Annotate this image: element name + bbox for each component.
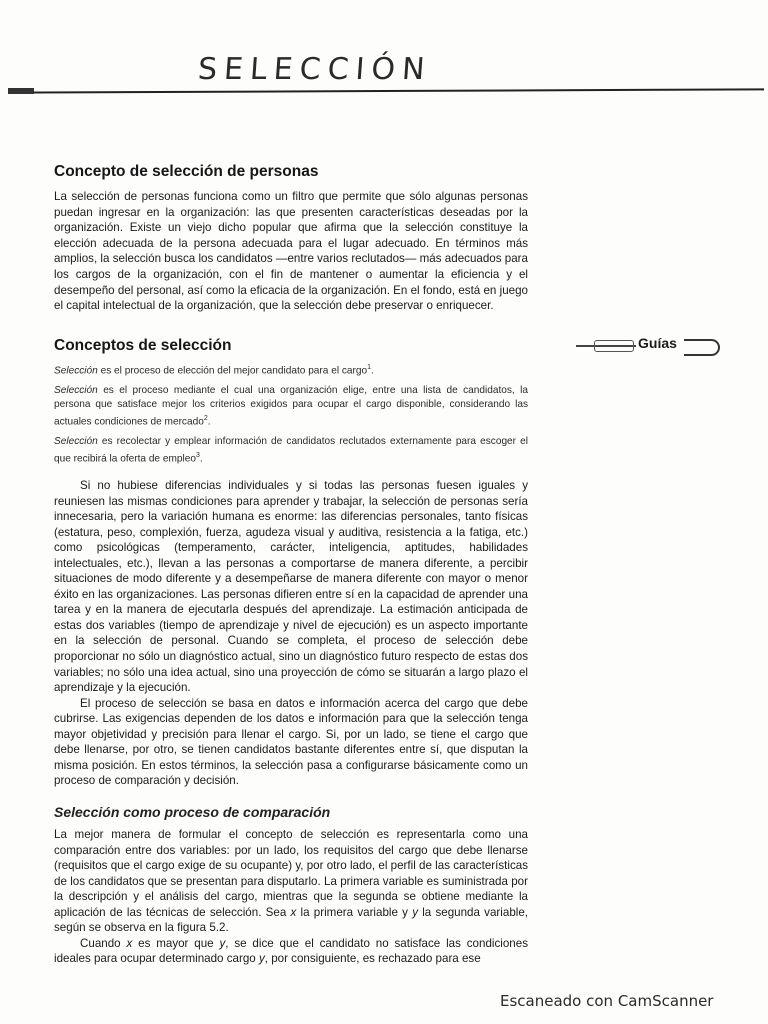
comparison-text: la segunda variable, según se observa en la figura 5.2. (54, 905, 529, 935)
variable-x: x (126, 936, 133, 950)
definition-text: es el proceso mediante el cual una organización elige, entre una lista de candidatos, la persona que satisface mejor los criterios exigidos para ocupar el cargo disponible, considerando las actuales condiciones de mercado (54, 384, 528, 428)
definition-item (54, 435, 528, 467)
definition-end: . (371, 365, 374, 377)
concepts-body (54, 478, 528, 789)
comparison-text: , por consiguiente, es rechazado para ese (264, 952, 481, 966)
concept-paragraph-block (54, 189, 528, 314)
comparison-text: , se dice que el candidato no satisface las condiciones ideales para ocupar determinado cargo (54, 936, 528, 966)
definitions-list (54, 361, 528, 471)
guias-label: Guías (638, 335, 677, 351)
handwritten-underline (8, 88, 764, 93)
comparison-text: la primera variable y (296, 905, 413, 919)
handwritten-title: SELECCIÓN (196, 52, 433, 87)
definition-term: Selección (54, 365, 98, 377)
footnote-mark: 2 (203, 414, 208, 422)
footnote-mark: 1 (367, 364, 372, 371)
definition-text: es el proceso de elección del mejor candidato para el cargo (97, 365, 368, 377)
definition-term: Selección (54, 384, 98, 396)
definition-text: es recolectar y emplear información de candidatos reclutados externamente para escoger el que recibirá la oferta de empleo (54, 435, 528, 465)
body-paragraph: El proceso de selección se basa en datos e información acerca del cargo que debe cubrirse. Las exigencias dependen de los datos e información para que la selección tenga mayor objetividad y precisión para llenar el cargo. Si, por un lado, se tiene el cargo que debe llenarse, por otro, se tienen candidatos bastante diferentes entre sí, que disputan la misma posición. En estos términos, la selección pasa a configurarse básicamente como un proceso de comparación y decisión. (54, 696, 528, 788)
body-paragraph: Si no hubiese diferencias individuales y si todas las personas fuesen iguales y reuniesen las mismas condiciones para aprender y trabajar, la selección de personas sería innecesaria, pero la variación humana es enorme: las diferencias personales, tanto físicas (estatura, peso, complexión, fuerza, agudeza visual y auditiva, resistencia a la fatiga, etc.) como psicológicas (temperamento, carácter, inteligencia, aptitudes, habilidades intelectuales, etc.), llevan a las personas a comportarse de manera diferente, a percibir situaciones de modo diferente y a desempeñarse de manera diferente con mayor o menor éxito en las organizaciones. Las personas difieren entre sí en la capacidad de aprender una tarea y en la manera de ejecutarla después del aprendizaje. La estimación anticipada de estas dos variables (tiempo de aprendizaje y nivel de ejecución) es un aspecto importante en la selección de personal. Cuando se completa, el proceso de selección debe proporcionar no sólo un diagnóstico actual, sino un diagnóstico futuro respecto de estas dos variables; no sólo una idea actual, sino una proyección de cómo se situarán a largo plazo el aprendizaje y la ejecución. (54, 479, 528, 695)
section-heading-comparison: Selección como proceso de comparación (54, 804, 331, 820)
comparison-text: es mayor que (132, 936, 220, 950)
guias-sidebar-tag (576, 335, 722, 357)
comparison-paragraph-2 (54, 936, 528, 967)
comparison-body (54, 827, 528, 967)
variable-x: x (290, 905, 297, 919)
scan-mark (8, 88, 34, 94)
variable-y: y (412, 905, 418, 919)
concept-paragraph: La selección de personas funciona como un filtro que permite que sólo algunas personas puedan ingresar en la organización: las que presenten características deseadas por la organización. Existe un viejo dicho popular que afirma que la selección constituye la elección adecuada de la persona adecuada para el lugar adecuado. En términos más amplios, la selección busca los candidatos —entre varios reclutados— más adecuados para los cargos de la organización, con el fin de mantener o aumentar la eficiencia y el desempeño del personal, así como la eficacia de la organización. En el fondo, está en juego el capital intelectual de la organización, que la selección debe preservar o enriquecer. (54, 190, 528, 313)
section-heading-concept: Concepto de selección de personas (54, 163, 319, 180)
scanner-watermark: Escaneado con CamScanner (500, 992, 714, 1010)
variable-y: y (219, 936, 226, 950)
definition-end: . (199, 453, 203, 465)
comparison-text: Cuando (80, 936, 127, 950)
variable-y: y (258, 952, 265, 966)
comparison-text: La mejor manera de formular el concepto de selección es representarla como una comparación entre dos variables: por un lado, los requisitos del cargo que debe llenarse (requisitos que el cargo exige de su ocupante) y, por otro lado, el perfil de las características de los candidatos que se presentan para disputarlo. La primera variable es suministrada por la descripción y el análisis del cargo, mientras que la segunda se obtiene mediante la aplicación de las técnicas de selección. Sea (54, 828, 528, 919)
definition-term: Selección (54, 435, 98, 447)
guias-box (594, 340, 634, 352)
definition-item (54, 384, 528, 430)
footnote-mark: 3 (195, 451, 200, 459)
definition-item (54, 361, 528, 379)
comparison-paragraph-1 (54, 827, 528, 936)
section-heading-concepts: Conceptos de selección (54, 337, 232, 354)
guias-arrow (684, 339, 720, 356)
definition-end: . (207, 416, 211, 428)
